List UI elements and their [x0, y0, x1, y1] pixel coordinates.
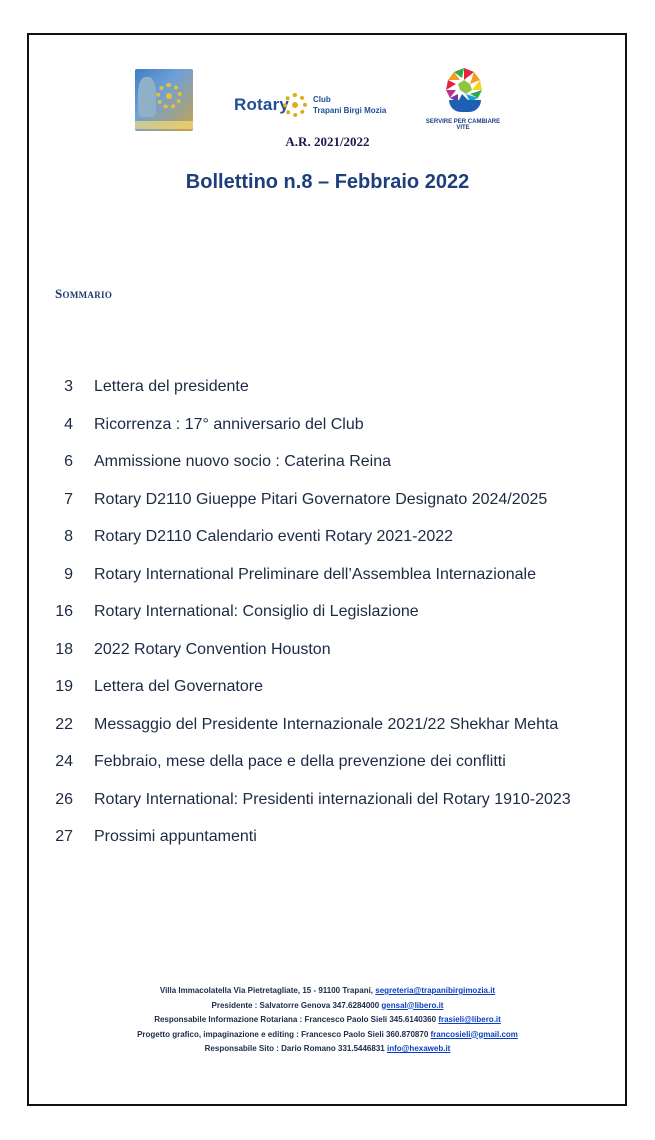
- footer-address: Villa Immacolatella Via Pietretagliate, 15 - 91100 Trapani, segreteria@trapanibirgimozia.it: [159, 986, 496, 995]
- toc-entry-title: Febbraio, mese della pace e della prevenzione dei conflitti: [94, 753, 506, 770]
- toc-entry-title: Lettera del Governatore: [94, 678, 263, 695]
- secretary-email-link[interactable]: segreteria@trapanibirgimozia.it: [375, 986, 496, 995]
- rotary-wheel-icon: [283, 93, 307, 117]
- footer: [0, 984, 655, 1057]
- statue-image: [138, 77, 156, 117]
- toc-item[interactable]: [0, 716, 655, 740]
- toc-entry-title: Rotary D2110 Giueppe Pitari Governatore Designato 2024/2025: [94, 490, 548, 508]
- toc-item[interactable]: [0, 791, 655, 815]
- district-logo: [135, 69, 193, 131]
- toc-item[interactable]: [0, 566, 655, 590]
- toc-page-number: 7: [64, 490, 73, 508]
- president-email-link[interactable]: gensal@libero.it: [381, 1000, 444, 1010]
- toc-page-number: 4: [64, 415, 73, 433]
- site-email-link[interactable]: info@hexaweb.it: [386, 1044, 451, 1053]
- club-name: Trapani Birgi Mozia: [313, 106, 387, 115]
- footer-info-manager: Responsabile Informazione Rotariana : Francesco Paolo Sieli 345.6140360 frasieli@libero.it: [154, 1015, 501, 1024]
- rotary-logo-text: Rotary: [234, 95, 290, 114]
- servire-motto: SERVIRE PER CAMBIARE VITE: [425, 119, 501, 131]
- district-logo-band: [135, 121, 193, 129]
- toc-page-number: 19: [55, 678, 73, 695]
- toc-item[interactable]: [0, 678, 655, 702]
- toc-entry-title: Lettera del presidente: [94, 378, 249, 395]
- toc-entry-title: Messaggio del Presidente Internazionale 2021/22 Shekhar Mehta: [94, 715, 559, 733]
- toc-page-number: 24: [55, 753, 73, 770]
- toc-item[interactable]: [0, 528, 655, 552]
- toc-page-number: 26: [55, 790, 73, 808]
- toc-entry-title: 2022 Rotary Convention Houston: [94, 640, 331, 658]
- toc-page-number: 22: [55, 715, 73, 733]
- toc-entry-title: Rotary International: Presidenti internazionali del Rotary 1910-2023: [94, 790, 571, 808]
- toc-entry-title: Rotary D2110 Calendario eventi Rotary 2021-2022: [94, 528, 454, 545]
- toc-item[interactable]: [0, 491, 655, 515]
- rotary-wheel-icon: [156, 83, 182, 109]
- toc-entry-title: Ammissione nuovo socio : Caterina Reina: [94, 453, 392, 470]
- footer-site-manager: Responsabile Sito : Dario Romano 331.5446831 info@hexaweb.it: [204, 1044, 451, 1053]
- toc-item[interactable]: [0, 828, 655, 852]
- toc-entry-title: Prossimi appuntamenti: [94, 828, 257, 845]
- toc-page-number: 16: [55, 603, 73, 620]
- toc-item[interactable]: [0, 603, 655, 627]
- design-email-link[interactable]: francosieli@gmail.com: [430, 1029, 518, 1039]
- toc-entry-title: Ricorrenza : 17° anniversario del Club: [94, 415, 364, 433]
- summary-heading: Sommario: [55, 286, 113, 301]
- toc-page-number: 6: [64, 453, 73, 470]
- info-email-link[interactable]: frasieli@libero.it: [438, 1015, 501, 1024]
- toc-item[interactable]: [0, 378, 655, 402]
- bulletin-title: Bollettino n.8 – Febbraio 2022: [185, 171, 470, 193]
- club-label: Club: [313, 95, 331, 104]
- toc-page-number: 9: [64, 565, 73, 583]
- toc-item[interactable]: [0, 753, 655, 777]
- footer-design-credit: Progetto grafico, impaginazione e editing : Francesco Paolo Sieli 360.870870 francosieli@gmail.com: [137, 1029, 518, 1039]
- rotary-year: A.R. 2021/2022: [285, 134, 370, 149]
- toc-page-number: 3: [64, 378, 73, 395]
- toc-entry-title: Rotary International Preliminare dell’Assemblea Internazionale: [94, 565, 537, 583]
- toc-item[interactable]: [0, 453, 655, 477]
- toc-page-number: 18: [55, 640, 73, 658]
- toc-item[interactable]: [0, 416, 655, 440]
- toc-entry-title: Rotary International: Consiglio di Legislazione: [94, 603, 419, 620]
- toc-page-number: 27: [55, 828, 73, 845]
- toc-page-number: 8: [64, 528, 73, 545]
- toc-item[interactable]: [0, 641, 655, 665]
- footer-president: Presidente : Salvatorre Genova 347.6284000 gensal@libero.it: [211, 1000, 444, 1010]
